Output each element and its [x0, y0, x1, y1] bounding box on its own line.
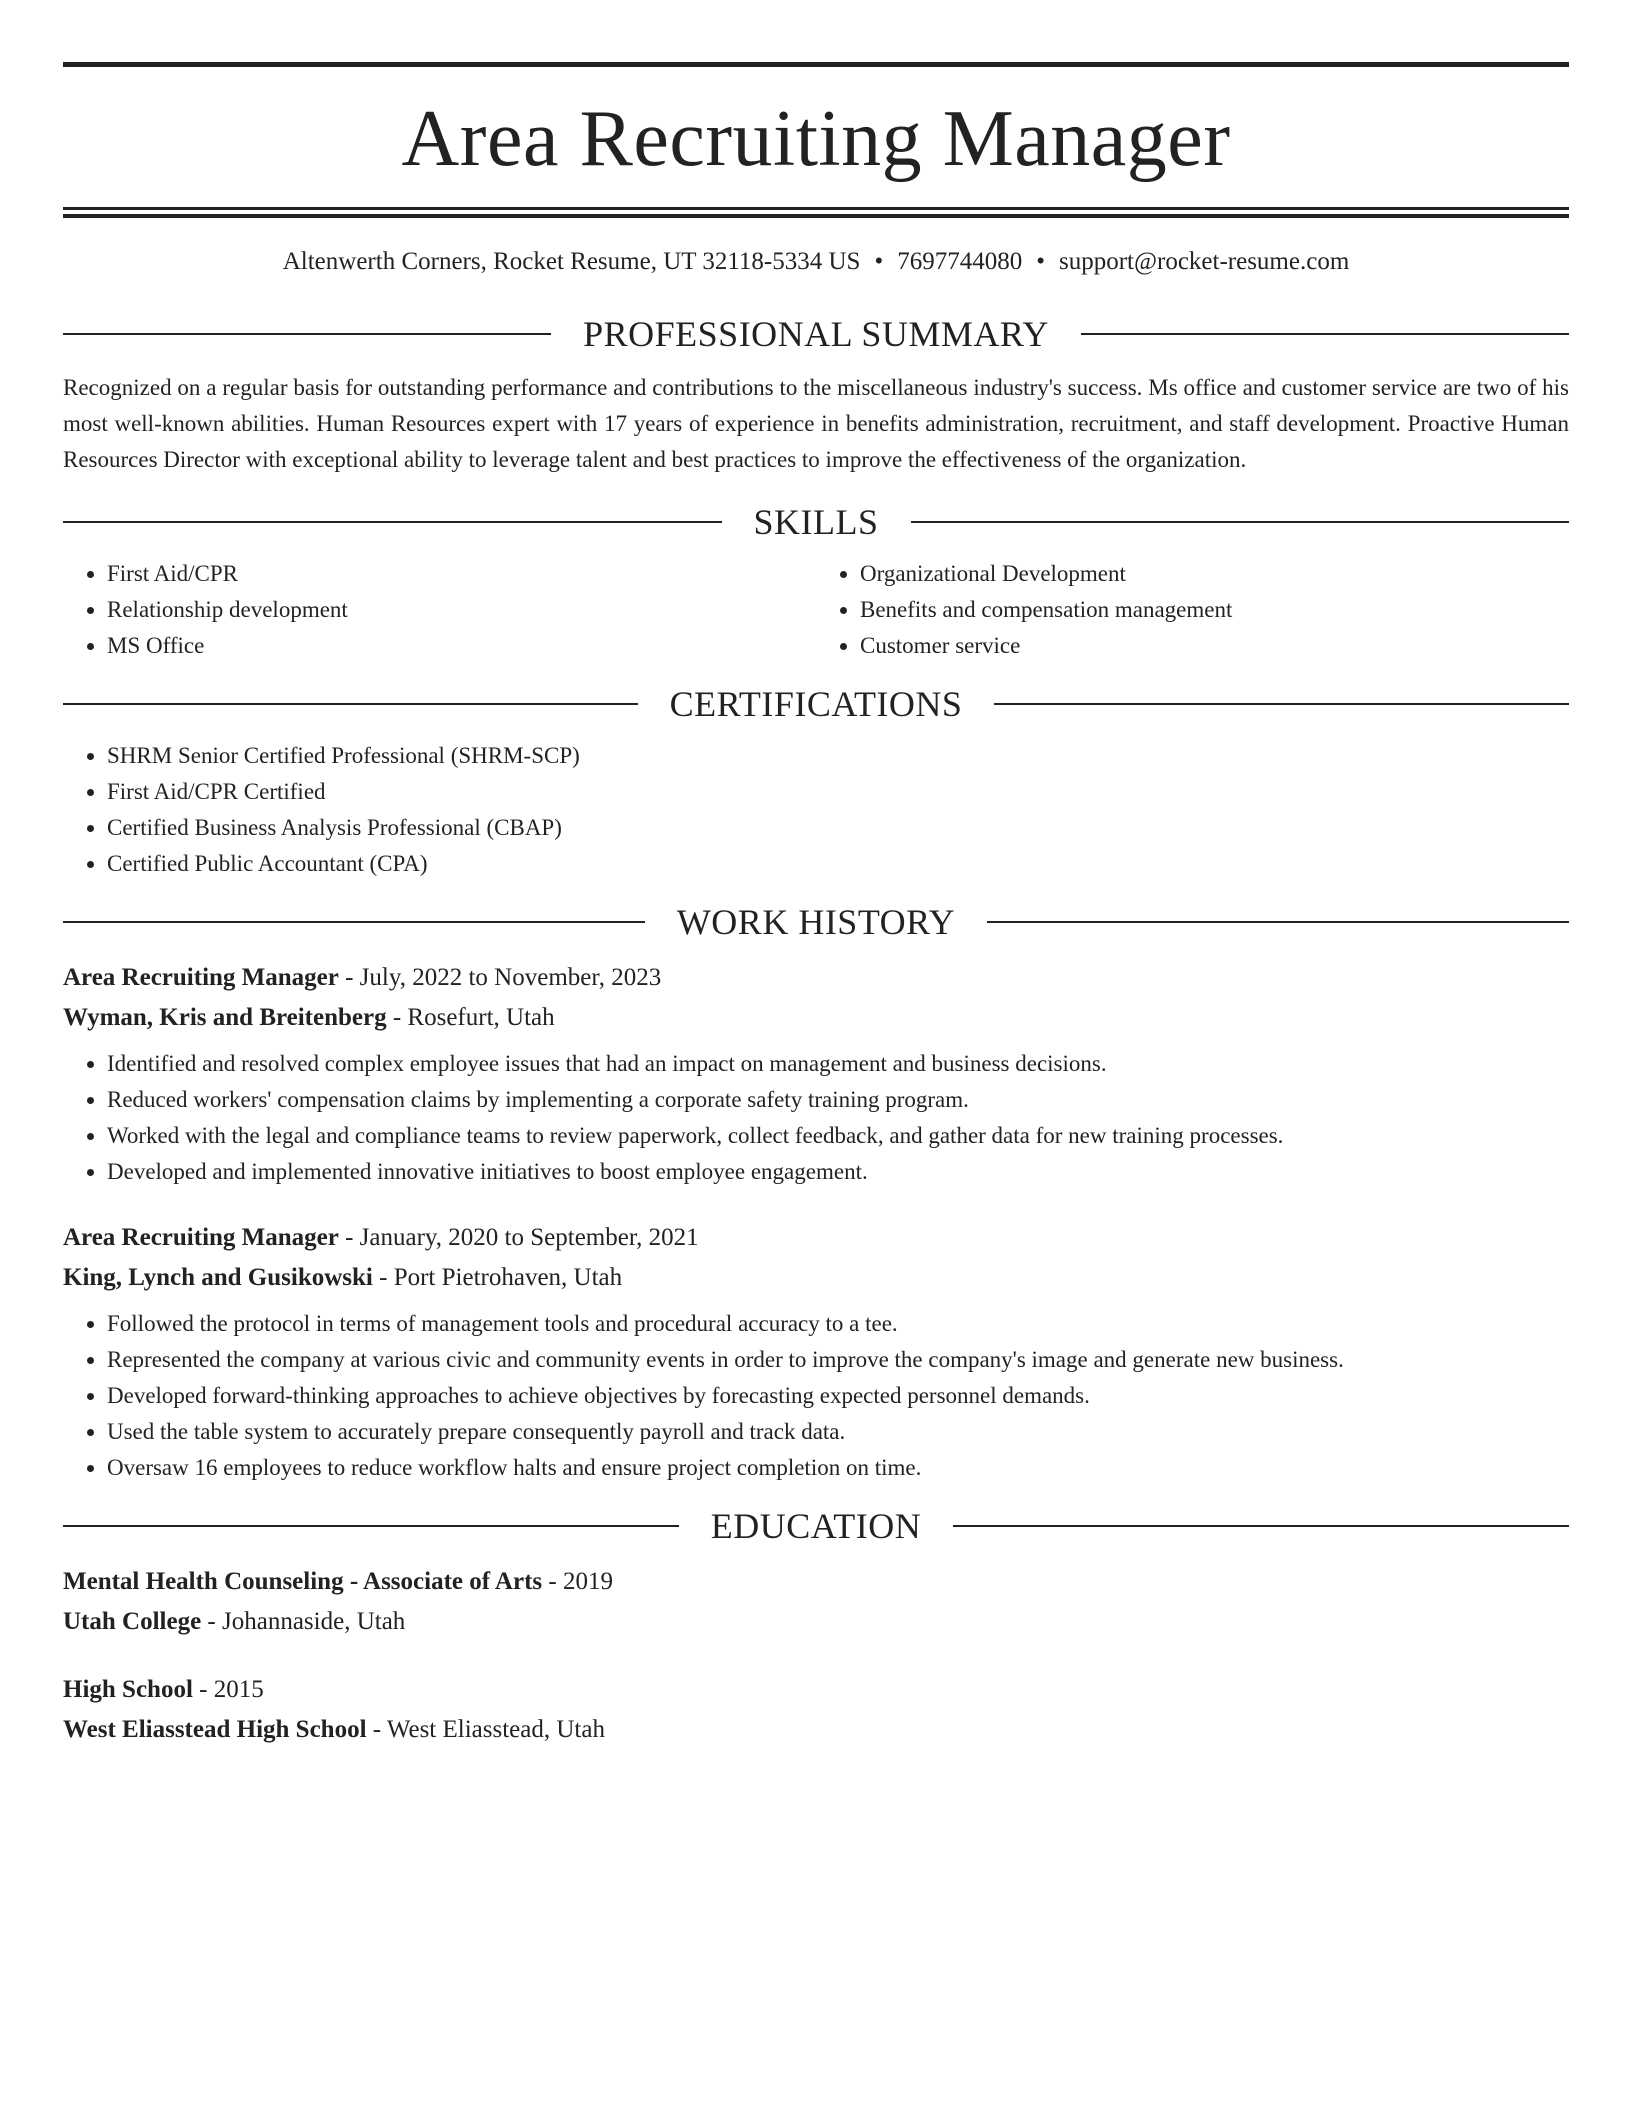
- certification-item: • Certified Business Analysis Professional (CBAP): [107, 810, 1569, 846]
- education-entry: [63, 1562, 1569, 1642]
- job-bullet: • Represented the company at various civic and community events in order to improve the company's image and generate new business.: [107, 1342, 1569, 1378]
- education-entry: [63, 1670, 1569, 1750]
- education-school: West Eliasstead High School: [63, 1716, 367, 1743]
- work-section-title: WORK HISTORY: [676, 902, 956, 942]
- contact-phone: 7697744080: [897, 248, 1023, 275]
- skill-item: • Relationship development: [107, 592, 816, 628]
- job-location: - Rosefurt, Utah: [386, 1004, 555, 1031]
- job-entry: [63, 1218, 1569, 1486]
- job-role: Area Recruiting Manager: [63, 964, 339, 991]
- skills-section-header: [63, 500, 1569, 544]
- work-section-header: [63, 900, 1569, 944]
- contact-separator: •: [874, 248, 884, 275]
- job-company: Wyman, Kris and Breitenberg: [63, 1004, 387, 1031]
- education-year: - 2015: [192, 1676, 264, 1703]
- job-bullets: [63, 1306, 1569, 1486]
- job-bullets: [63, 1046, 1569, 1190]
- skill-item: • Benefits and compensation management: [860, 592, 1569, 628]
- skills-grid: [63, 556, 1569, 664]
- job-bullet: • Worked with the legal and compliance teams to review paperwork, collect feedback, and gather data for new training processes.: [107, 1118, 1569, 1154]
- skill-item: • Customer service: [860, 628, 1569, 664]
- job-role: Area Recruiting Manager: [63, 1224, 339, 1251]
- skill-item: • MS Office: [107, 628, 816, 664]
- section-rule-left: [63, 1525, 679, 1527]
- skill-item: • First Aid/CPR: [107, 556, 816, 592]
- section-rule-right: [994, 703, 1569, 705]
- certification-item: • SHRM Senior Certified Professional (SHRM-SCP): [107, 738, 1569, 774]
- job-bullet: • Developed forward-thinking approaches to achieve objectives by forecasting expected personnel demands.: [107, 1378, 1569, 1414]
- job-dates: - July, 2022 to November, 2023: [338, 964, 662, 991]
- job-title-line: [63, 958, 1569, 998]
- job-bullet: • Used the table system to accurately prepare consequently payroll and track data.: [107, 1414, 1569, 1450]
- education-section-header: [63, 1504, 1569, 1548]
- job-dates: - January, 2020 to September, 2021: [338, 1224, 699, 1251]
- job-company-line: [63, 1258, 1569, 1298]
- education-degree: Mental Health Counseling - Associate of Arts: [63, 1568, 543, 1595]
- education-degree-line: [63, 1670, 1569, 1710]
- summary-section-title: PROFESSIONAL SUMMARY: [583, 314, 1049, 354]
- education-school-line: [63, 1602, 1569, 1642]
- education-year: - 2019: [542, 1568, 613, 1595]
- certifications-section-title: CERTIFICATIONS: [669, 684, 963, 724]
- skills-section-title: SKILLS: [753, 502, 879, 542]
- job-bullet: • Reduced workers' compensation claims by implementing a corporate safety training program.: [107, 1082, 1569, 1118]
- section-rule-right: [1081, 333, 1569, 335]
- section-rule-left: [63, 333, 551, 335]
- summary-text: Recognized on a regular basis for outstanding performance and contributions to the miscellaneous industry's success. Ms office and customer service are two of his most well-known abilities. Human Resources expert with 17 years of experience in benefits administration, recruitment, and staff development. Proactive Human Resources Director with exceptional ability to leverage talent and best practices to improve the effectiveness of the organization.: [63, 375, 1569, 472]
- job-bullet: • Identified and resolved complex employee issues that had an impact on management and business decisions.: [107, 1046, 1569, 1082]
- section-rule-right: [987, 921, 1569, 923]
- skills-list-right: [816, 556, 1569, 664]
- skill-item: • Organizational Development: [860, 556, 1569, 592]
- certification-item: • First Aid/CPR Certified: [107, 774, 1569, 810]
- title-double-rule: [63, 207, 1569, 218]
- section-rule-right: [911, 521, 1570, 523]
- contact-separator: •: [1036, 248, 1045, 275]
- section-rule-left: [63, 703, 638, 705]
- job-location: - Port Pietrohaven, Utah: [372, 1264, 623, 1291]
- job-bullet: • Developed and implemented innovative initiatives to boost employee engagement.: [107, 1154, 1569, 1190]
- education-degree-line: [63, 1562, 1569, 1602]
- contact-address: Altenwerth Corners, Rocket Resume, UT 32118-5334 US: [282, 248, 861, 275]
- education-location: - Johannaside, Utah: [201, 1608, 406, 1635]
- skills-list-left: [63, 556, 816, 664]
- education-school: Utah College: [63, 1608, 202, 1635]
- summary-section-header: [63, 312, 1569, 356]
- job-bullet: • Followed the protocol in terms of management tools and procedural accuracy to a tee.: [107, 1306, 1569, 1342]
- education-location: - West Eliasstead, Utah: [366, 1716, 605, 1743]
- contact-line: [63, 246, 1569, 278]
- job-company: King, Lynch and Gusikowski: [63, 1264, 373, 1291]
- section-rule-left: [63, 921, 645, 923]
- section-rule-left: [63, 521, 722, 523]
- resume-title: Area Recruiting Manager: [401, 95, 1231, 183]
- contact-email: support@rocket-resume.com: [1058, 248, 1350, 275]
- job-entry: [63, 958, 1569, 1190]
- education-school-line: [63, 1710, 1569, 1750]
- education-degree: High School: [63, 1676, 193, 1703]
- job-company-line: [63, 998, 1569, 1038]
- education-section-title: EDUCATION: [710, 1506, 922, 1546]
- certification-item: • Certified Public Accountant (CPA): [107, 846, 1569, 882]
- job-bullet: • Oversaw 16 employees to reduce workflow halts and ensure project completion on time.: [107, 1450, 1569, 1486]
- top-rule: [63, 62, 1569, 67]
- job-title-line: [63, 1218, 1569, 1258]
- section-rule-right: [953, 1525, 1569, 1527]
- certifications-section-header: [63, 682, 1569, 726]
- certifications-list: [63, 738, 1569, 882]
